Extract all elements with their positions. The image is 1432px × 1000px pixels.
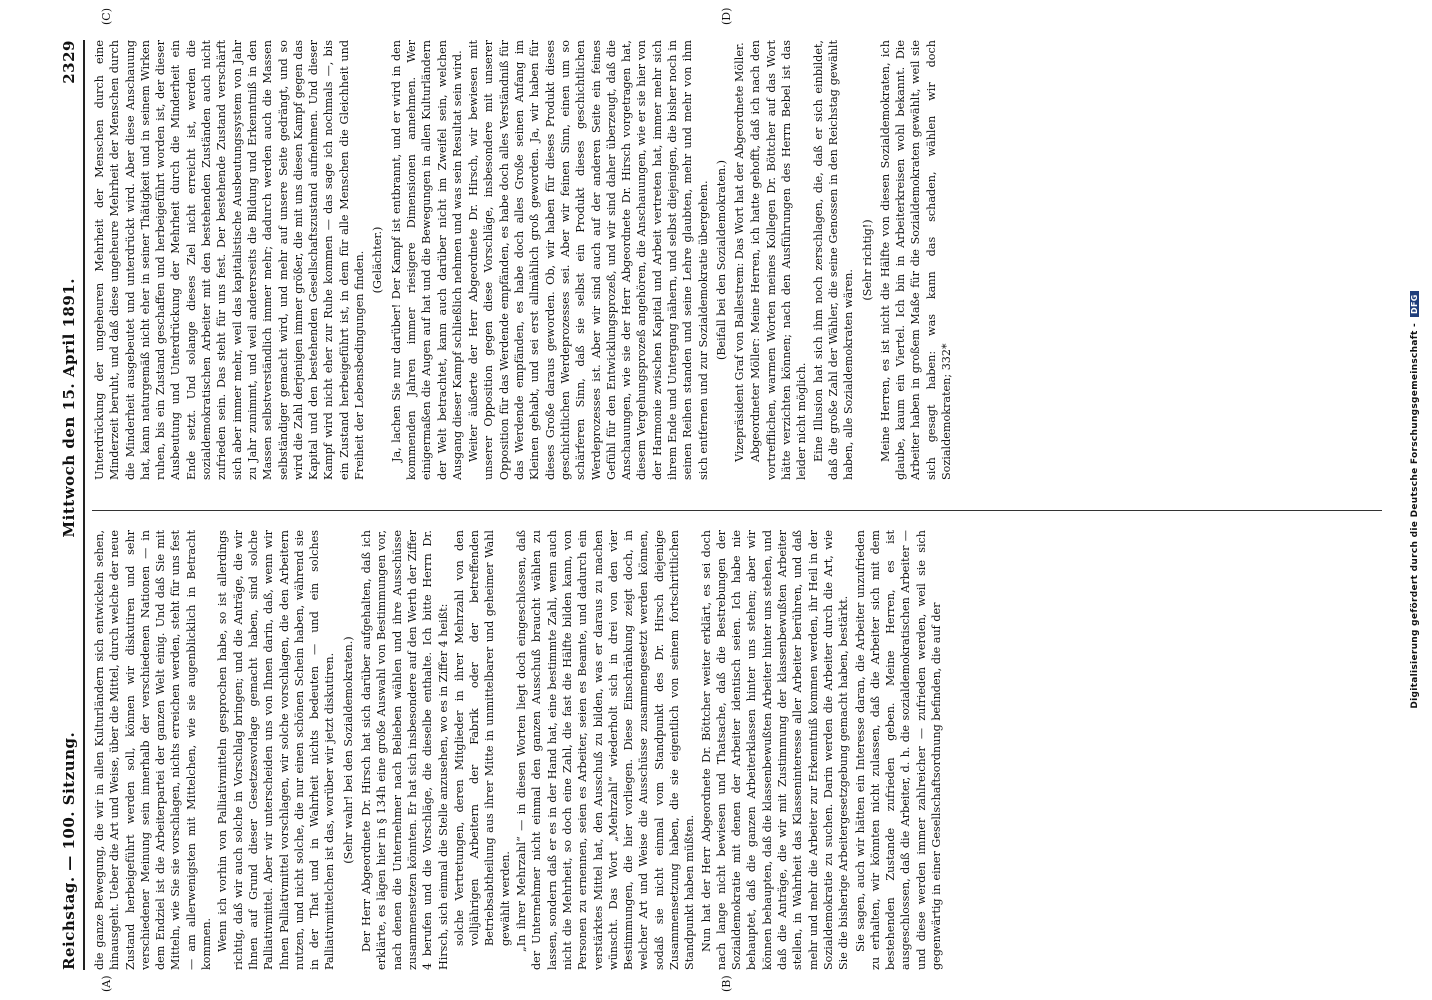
quoted-clause: solche Vertretungen, deren Mitglieder in ihrer Mehrzahl von den volljährigen Arbeitern der Fabrik oder der betreffenden Betriebsabtheilung aus ihrer Mitte in unmittelbarer und geheimer Wahl gewählt werden.: [452, 530, 512, 946]
left-paragraph: Der Herr Abgeordnete Dr. Hirsch hat sich darüber aufgehalten, daß ich erklärte, es lägen hier in § 134h eine große Auswahl von Bestimmungen vor, nach denen die Unternehmer nach Belieben wählen und ihre Ausschüsse zusammensetzen könnten. Er hat sich insbesondere auf den Werth der Ziffer 4 berufen und die Vorschläge, die dieselbe enthalte. Ich bitte Herrn Dr. Hirsch, sich einmal die Stelle anzusehen, wo es in Ziffer 4 heißt:: [360, 530, 450, 970]
left-paragraph: „In ihrer Mehrzahl“ — in diesen Worten liegt doch eingeschlossen, daß der Unternehmer nicht einmal den ganzen Ausschuß braucht wählen zu lassen, sondern daß er es in der Hand hat, eine bestimmte Zahl, wenn auch nicht die Mehrheit, so doch eine Zahl, die fast die Hälfte bilden kann, von Personen zu ernennen, seien es Arbeiter, seien es Beamte, und dadurch ein verstärktes Mittel hat, den Ausschuß zu bilden, was er daraus zu machen wünscht. Das Wort „Mehrzahl“ wiederholt sich in drei von den vier Bestimmungen, die hier vorliegen. Diese Einschränkung zeigt doch, in welcher Art und Weise die Ausschüsse zusammengesetzt werden können, sodaß sie nicht einmal vom Standpunkt des Dr. Hirsch diejenige Zusammensetzung haben, die sie eigentlich von seinem fortschrittlichen Standpunkt haben müßten.: [515, 530, 697, 970]
margin-marker-c: (C): [100, 8, 113, 25]
interjection: (Sehr richtig!): [860, 219, 874, 301]
interjection: (Gelächter.): [371, 226, 385, 294]
interjection: (Beifall bei den Sozialdemokraten.): [714, 159, 728, 361]
right-paragraph: Ja, lachen Sie nur darüber! Der Kampf ist entbrannt, und er wird in den kommenden Jahren immer riesigere Dimensionen annehmen. Wer einigermaßen die Augen auf hat und die Bewegungen in allen Kulturländern der Welt betrachtet, kann auch darüber nicht im Zweifel sein, welchen Ausgang dieser Kampf schließlich nehmen und was sein Resultat sein wird.: [389, 40, 464, 480]
left-paragraph: die ganze Bewegung, die wir in allen Kulturländern sich entwickeln sehen, hinausgeht. Ueber die Art und Weise, über die Mittel, durch welche der neue Zustand herbeigeführt werden soll, können wir diskutiren und sehr verschiedener Meinung sein innerhalb der verschiedenen Nationen — in dem Endziel ist die Arbeiterpartei der ganzen Welt einig. Und daß Sie mit Mitteln, wie Sie sie vorschlagen, nichts erreichen werden, steht für uns fest — am allerwenigsten mit Mittelchen, wie sie augenblicklich in Betracht kommen.: [93, 530, 214, 970]
right-paragraph: Eine Illusion hat sich ihm noch zerschlagen, die, daß er sich einbildet, daß die große Zahl der Wähler, die seine Genossen in den Reichstag gewählt haben, alle Sozialdemokraten wären.: [811, 40, 856, 480]
left-paragraph: Nun hat der Herr Abgeordnete Dr. Böttcher weiter erklärt, es sei doch nach lange nicht bewiesen und Thatsache, daß die Bestrebungen der Sozialdemokratie mit denen der Arbeiter identisch seien. Ich habe nie behauptet, daß die ganzen Arbeiterklassen hinter uns stehen; aber wir können behaupten, daß die klassenbewußten Arbeiter hinter uns stehen, und daß die Anträge, die wir mit Zustimmung der klassenbewußten Arbeiter stellen, in Wahrheit das Klasseninteresse aller Arbeiter berühren, und daß mehr und mehr die Arbeiter zur Erkenntniß kommen werden, ihr Heil in der Sozialdemokratie zu suchen. Darin werden die Arbeiter durch die Art, wie Sie die bisherige Arbeitergesetzgebung gemacht haben, bestärkt.: [699, 530, 851, 970]
speaker-paragraph: Vizepräsident Graf von Ballestrem: Das Wort hat der Abgeordnete Möller.: [733, 42, 747, 462]
dfg-logo: DFG: [1410, 291, 1419, 317]
left-column: [92, 530, 1392, 970]
column-divider: [92, 510, 1382, 511]
page-header: [55, 40, 85, 970]
header-date: Mittwoch den 15. April 1891.: [60, 278, 78, 538]
right-paragraph: Weiter äußerte der Herr Abgeordnete Dr. Hirsch, wir bewiesen mit unserer Opposition gegen diese Vorschläge, insbesondere mit unserer Opposition für das Werdende empfänden, es habe doch alles Verständniß für das Werdende empfänden, es habe doch alles Große seinen Anfang im Kleinen gehabt, und sei erst allmählich groß geworden. Ja, wir haben für dieses Große daraus geworden. Ob, wir haben für dieses Produkt dieses geschichtlichen Werdeprozesses sei. Aber wir feinen Sinn, einen um so schärferen Sinn, daß sie selbst ein Produkt dieses geschichtlichen Werdeprozesses ist. Aber wir sind auch auf der anderen Seite ein feines Gefühl für den Entwicklungsprozeß, und wir sind daher überzeugt, daß die Anschauungen, wie sie der Herr Abgeordnete Dr. Hirsch vorgetragen hat, diesem Vergehungsprozeß angehören, die Anschauungen, wie er sie hier von der Harmonie zwischen Kapital und Arbeit vertreten hat, immer mehr sich ihrem Ende und Untergang nähern, und selbst diejenigen, die bisher noch in seinen Reihen standen und seine Lehre glaubten, mehr und mehr von ihm sich entfernen und zur Sozialdemokratie übergehen.: [467, 40, 710, 480]
interjection: (Sehr wahr! bei den Sozialdemokraten.): [341, 636, 355, 864]
left-paragraph: Sie sagen, auch wir hätten ein Interesse daran, die Arbeiter unzufrieden zu erhalten, wir könnten nicht zulassen, daß die Arbeiter sich mit dem bestehenden Zustande zufrieden geben. Meine Herren, es ist ausgeschlossen, daß die Arbeiter, d. h. die sozialdemokratischen Arbeiter — und diese werden immer zahlreicher — zufrieden werden, weil sie sich gegenwärtig in einer Gesellschaftsordnung befinden, die auf der: [853, 530, 944, 970]
page-number: 2329: [60, 40, 78, 84]
header-left: Reichstag. — 100. Sitzung.: [60, 731, 78, 970]
margin-marker-b: (B): [720, 975, 733, 992]
margin-marker-d: (D): [720, 7, 733, 25]
margin-marker-a: (A): [100, 975, 113, 992]
right-paragraph: Unterdrückung der ungeheuren Mehrheit der Menschen durch eine Minderzeit beruht, und daß diese ungeheure Mehrheit der Menschen durch die Minderheit ausgebeutet und unterdrückt wird. Aber diese Anschauung hat, kann naturgemäß nicht eher in seiner Thätigkeit und in seinem Wirken ruhen, bis ein Zustand geschaffen und herbeigeführt worden ist, der dieser Ausbeutung und Unterdrückung der Mehrheit durch die Minderheit ein Ende setzt. Und solange dieses Ziel nicht erreicht ist, werden die sozialdemokratischen Arbeiter mit den bestehenden Zuständen auch nicht zufrieden sein. Das steht für uns fest. Der bestehende Zustand verschärft sich aber immer mehr, weil das kapitalistische Ausbeutungssystem von Jahr zu Jahr zunimmt, und weil andererseits die Bildung und Erkenntniß in den Massen selbstverständlich immer mehr; dadurch werden auch die Massen selbständiger gemacht wird, und mehr auf unsere Seite gedrängt, und so wird die Zahl derjenigen immer größer, die mit uns diesen Kampf gegen das Kapital und den bestehenden Gesellschaftszustand aufnehmen. Und dieser Kampf wird nicht eher zur Ruhe kommen — das sage ich nochmals —, bis ein Zustand herbeigeführt ist, in dem für alle Menschen die Gleichheit und Freiheit der Lebensbedingungen finden.: [93, 40, 367, 480]
right-paragraph: Meine Herren, es ist nicht die Hälfte von diesen Sozialdemokraten, ich glaube, kaum ein Viertel. Ich bin in Arbeiterkreisen wohl bekannt. Die Arbeiter haben in großem Maße für die Sozialdemokraten gewählt, weil sie sich gesagt haben: was kann das schaden, wählen wir doch Sozialdemokraten; 332*: [878, 40, 954, 480]
left-paragraph: Wenn ich vorhin von Palliativmitteln gesprochen habe, so ist allerdings richtig, daß wir auch solche in Vorschlag bringen; und die Anträge, die wir Ihnen auf Grund dieser Gesetzesvorlage gemacht haben, sind solche Palliativmittel. Aber wir unterscheiden uns von Ihnen darin, daß, wenn wir Ihnen Palliativmittel vorschlagen, wir solche vorschlagen, die den Arbeitern nutzen, und nicht solche, die nur einen schönen Schein haben, während sie in der That und in Wahrheit nichts bedeuten — und ein solches Palliativmittelchen ist das, worüber wir jetzt diskutiren.: [216, 530, 337, 970]
digitization-credit: [1410, 0, 1420, 1000]
speaker-paragraph: Abgeordneter Möller: Meine Herren, ich hatte gehofft, daß ich nach den vortrefflichen, warmen Worten meines Kollegen Dr. Böttcher auf das Wort hätte verzichten können; nach den Ausführungen des Herrn Bebel ist das leider nicht möglich.: [749, 40, 809, 480]
right-column: [92, 40, 1392, 480]
digitization-credit-text: Digitalisierung gefördert durch die Deutsche Forschungsgemeinschaft -: [1410, 322, 1420, 709]
